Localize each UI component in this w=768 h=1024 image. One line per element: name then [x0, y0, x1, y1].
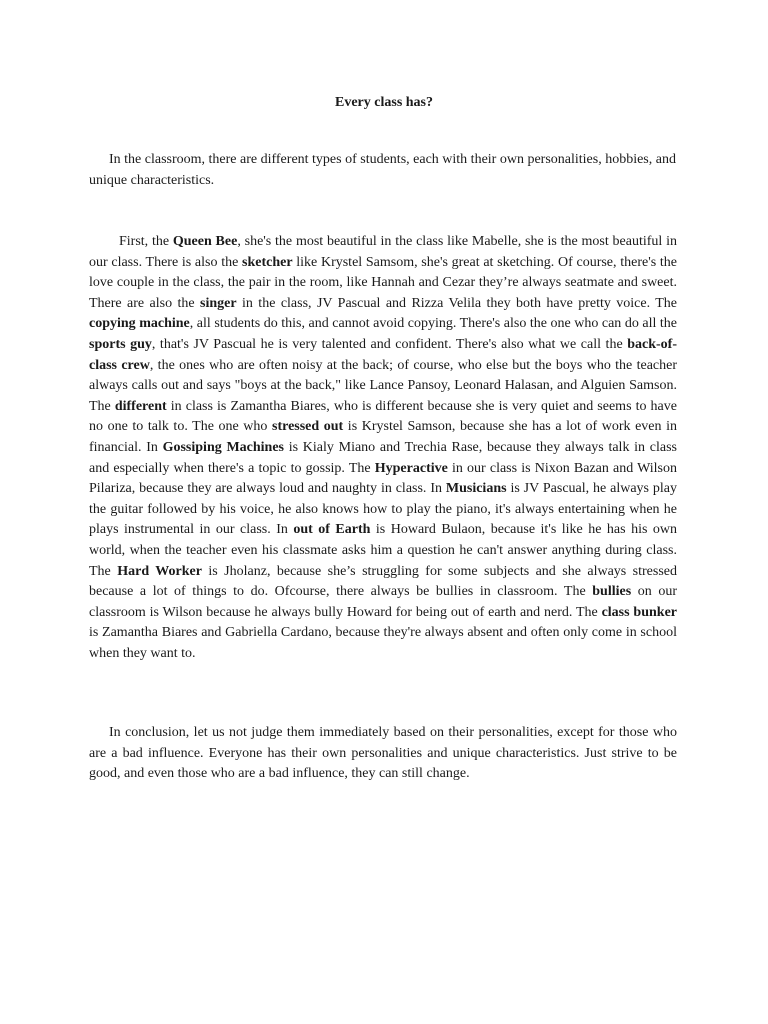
body-segment: , she's the most beautiful in the class like Mabelle, she is the most beautiful in our class. There is also the: [89, 234, 678, 270]
body-term-gossiping-machines: Gossiping Machines: [162, 439, 285, 455]
body-segment: is Kialy Miano and Trechia Rase, because they always talk in class and especially when there's a topic to gossip. The: [89, 439, 677, 476]
body-segment: is Zamantha Biares and Gabriella Cardano, because they're always absent and often only come in school when they want to.: [89, 625, 677, 661]
body-term-out-of-earth: out of Earth: [293, 522, 371, 538]
body-segment: in our class is Nixon Bazan and Wilson Pilariza, because they are always loud and naughty in class. In: [89, 460, 677, 497]
body-segment: like Krystel Samsom, she's great at sketching. Of course, there's the love couple in the class, the pair in the room, like Hannah and Cezar they’re always seatmate and sweet. There are also the: [89, 254, 677, 311]
body-term-different: different: [114, 398, 167, 414]
body-term-hyperactive: Hyperactive: [374, 460, 448, 476]
body-term-back-of-class-crew: back-of-class crew: [89, 336, 677, 373]
body-term-musicians: Musicians: [445, 481, 507, 497]
body-segment: , all students do this, and cannot avoid copying. There's also the one who can do all the: [189, 316, 677, 332]
body-term-stressed-out: stressed out: [272, 419, 344, 435]
intro-paragraph: In the classroom, there are different types of students, each with their own personalities, hobbies, and unique characteristics.: [89, 152, 676, 188]
body-term-class-bunker: class bunker: [601, 604, 677, 620]
body-term-bullies: bullies: [592, 584, 632, 600]
body-term-sketcher: sketcher: [242, 254, 293, 270]
body-term-sports-guy: sports guy: [89, 336, 152, 352]
body-segment: First, the: [119, 234, 173, 249]
body-segment: , the ones who are often noisy at the back; of course, who else but the boys who the teacher always calls out and says "boys at the back," like Lance Pansoy, Leonard Halasan, and Alguien Samson. The: [89, 357, 678, 414]
body-segment: on our classroom is Wilson because he always bully Howard for being out of earth and nerd. The: [89, 584, 677, 620]
document-title: Every class has?: [335, 95, 433, 110]
body-term-queen-bee: Queen Bee: [172, 234, 238, 249]
body-segment: in class is Zamantha Biares, who is different because she is very quiet and seems to have no one to talk to. The one who: [89, 398, 677, 435]
body-segment: is Jholanz, because she’s struggling for some subjects and she always stressed because a lot of things to do. Ofcourse, there always be bullies in classroom. The: [89, 563, 677, 600]
body-segment: is Krystel Samson, because she has a lot of work even in financial. In: [89, 419, 677, 455]
body-segment: is Howard Bulaon, because it's like he has his own world, when the teacher even his classmate asks him a question he can't answer anything during class. The: [89, 522, 677, 579]
body-paragraph: [89, 232, 677, 664]
body-term-copying-machine: copying machine: [89, 316, 190, 332]
body-term-singer: singer: [200, 295, 237, 311]
body-segment: , that's JV Pascual he is very talented and confident. There's also what we call the: [151, 336, 628, 352]
body-segment: in the class, JV Pascual and Rizza Velila they both have pretty voice. The: [236, 295, 677, 311]
conclusion-paragraph: In conclusion, let us not judge them immediately based on their personalities, except for those who are a bad influence. Everyone has their own personalities and unique characteristics. Just strive to be good, and even those who are a bad influence, they can still change.: [89, 725, 677, 782]
body-term-hard-worker: Hard Worker: [117, 563, 202, 579]
body-segment: is JV Pascual, he always play the guitar followed by his voice, he also knows how to play the piano, it's always entertaining when he plays instrumental in our class. In: [89, 481, 677, 538]
